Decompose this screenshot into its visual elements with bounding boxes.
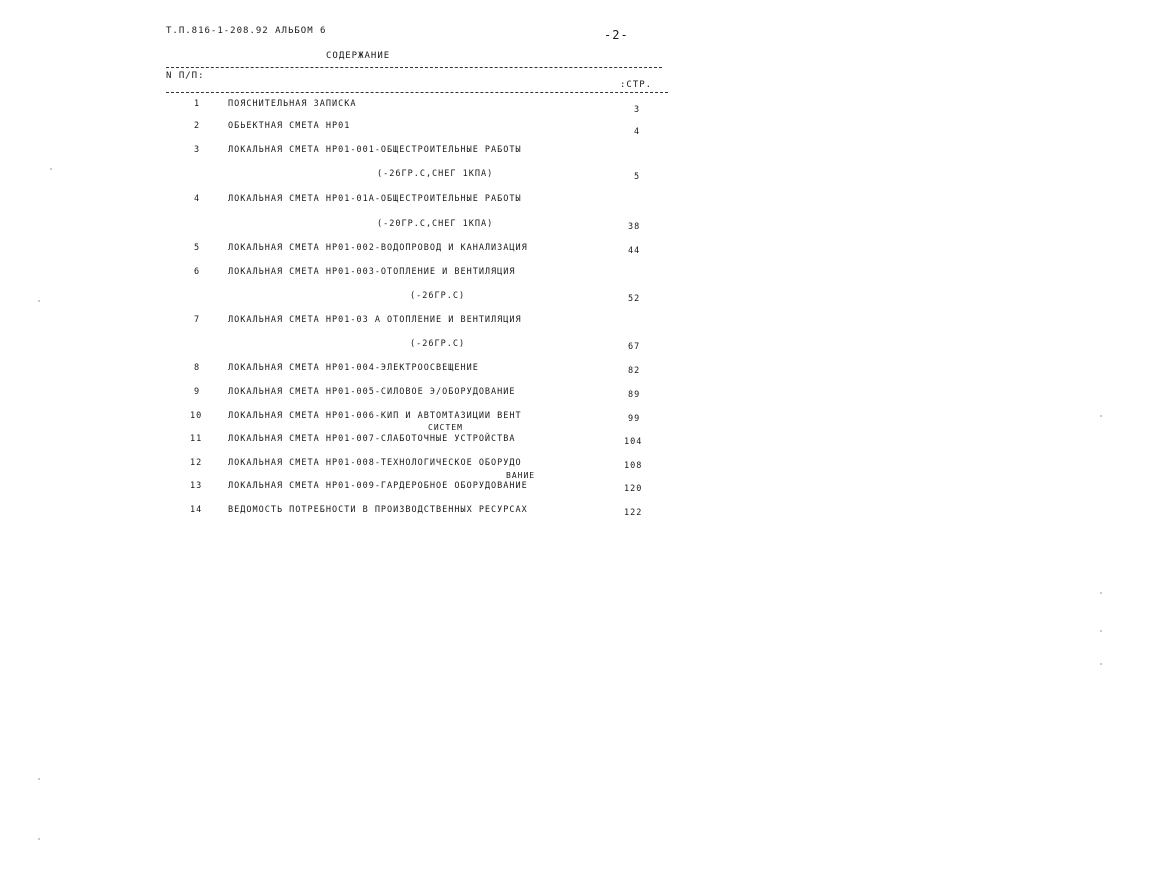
row-number: 9: [194, 387, 201, 397]
row-number: 3: [194, 145, 201, 155]
row-title-continuation: СИСТЕМ: [428, 423, 463, 432]
row-number: 12: [190, 458, 203, 468]
row-title: ПОЯСНИТЕЛЬНАЯ ЗАПИСКА: [228, 99, 357, 109]
row-number: 1: [194, 99, 201, 109]
row-page: 120: [624, 484, 643, 494]
table-top-divider: [166, 67, 662, 68]
row-page: 4: [634, 127, 641, 137]
row-page: 38: [628, 222, 641, 232]
row-page: 5: [634, 172, 641, 182]
row-page: 3: [634, 105, 641, 115]
row-page: 89: [628, 390, 641, 400]
row-title: ЛОКАЛЬНАЯ СМЕТА НР01-001-ОБЩЕСТРОИТЕЛЬНЫЕ РАБОТЫ: [228, 145, 522, 155]
row-page: 122: [624, 508, 643, 518]
row-title: ЛОКАЛЬНАЯ СМЕТА НР01-007-СЛАБОТОЧНЫЕ УСТРОЙСТВА: [228, 434, 516, 444]
row-page: 99: [628, 414, 641, 424]
page-number: -2-: [604, 28, 629, 42]
row-title: ЛОКАЛЬНАЯ СМЕТА НР01-004-ЭЛЕКТРООСВЕЩЕНИЕ: [228, 363, 479, 373]
row-number: 11: [190, 434, 203, 444]
contents-title: СОДЕРЖАНИЕ: [326, 51, 391, 61]
scan-speck: [1100, 415, 1102, 417]
row-number: 13: [190, 481, 203, 491]
row-number: 14: [190, 505, 203, 515]
scan-speck: [38, 838, 40, 840]
column-header-page: :СТР.: [620, 80, 653, 90]
row-number: 4: [194, 194, 201, 204]
row-title-continuation: (-26ГР.С): [410, 291, 466, 301]
row-number: 5: [194, 243, 201, 253]
document-code: Т.П.816-1-208.92 АЛЬБОМ 6: [166, 26, 327, 36]
row-number: 6: [194, 267, 201, 277]
scan-speck: [38, 300, 40, 302]
scan-speck: [1100, 592, 1102, 594]
row-page: 104: [624, 437, 643, 447]
table-header-divider: [166, 92, 668, 93]
row-page: 44: [628, 246, 641, 256]
row-title: ВЕДОМОСТЬ ПОТРЕБНОСТИ В ПРОИЗВОДСТВЕННЫХ РЕСУРСАХ: [228, 505, 528, 515]
row-title: ЛОКАЛЬНАЯ СМЕТА НР01-005-СИЛОВОЕ Э/ОБОРУДОВАНИЕ: [228, 387, 516, 397]
scan-speck: [50, 168, 52, 170]
row-title-continuation: (-26ГР.С): [410, 339, 466, 349]
row-title-continuation: ВАНИЕ: [506, 471, 536, 480]
row-title: ЛОКАЛЬНАЯ СМЕТА НР01-008-ТЕХНОЛОГИЧЕСКОЕ ОБОРУДО: [228, 458, 522, 468]
row-title: ОБЬЕКТНАЯ СМЕТА НР01: [228, 121, 351, 131]
scan-speck: [1100, 663, 1102, 665]
row-page: 82: [628, 366, 641, 376]
row-title-continuation: (-26ГР.С,СНЕГ 1КПА): [377, 169, 494, 179]
column-header-number: N П/П:: [166, 71, 205, 81]
row-number: 8: [194, 363, 201, 373]
row-number: 10: [190, 411, 203, 421]
row-title: ЛОКАЛЬНАЯ СМЕТА НР01-01А-ОБЩЕСТРОИТЕЛЬНЫЕ РАБОТЫ: [228, 194, 522, 204]
row-title: ЛОКАЛЬНАЯ СМЕТА НР01-009-ГАРДЕРОБНОЕ ОБОРУДОВАНИЕ: [228, 481, 528, 491]
scan-speck: [1100, 630, 1102, 632]
row-title: ЛОКАЛЬНАЯ СМЕТА НР01-002-ВОДОПРОВОД И КАНАЛИЗАЦИЯ: [228, 243, 528, 253]
row-title: ЛОКАЛЬНАЯ СМЕТА НР01-03 А ОТОПЛЕНИЕ И ВЕНТИЛЯЦИЯ: [228, 315, 522, 325]
row-title-continuation: (-20ГР.С,СНЕГ 1КПА): [377, 219, 494, 229]
scan-speck: [38, 778, 40, 780]
row-page: 52: [628, 294, 641, 304]
row-page: 67: [628, 342, 641, 352]
row-title: ЛОКАЛЬНАЯ СМЕТА НР01-003-ОТОПЛЕНИЕ И ВЕНТИЛЯЦИЯ: [228, 267, 516, 277]
row-number: 2: [194, 121, 201, 131]
row-page: 108: [624, 461, 643, 471]
row-title: ЛОКАЛЬНАЯ СМЕТА НР01-006-КИП И АВТОМТАЗИЦИИ ВЕНТ: [228, 411, 522, 421]
row-number: 7: [194, 315, 201, 325]
